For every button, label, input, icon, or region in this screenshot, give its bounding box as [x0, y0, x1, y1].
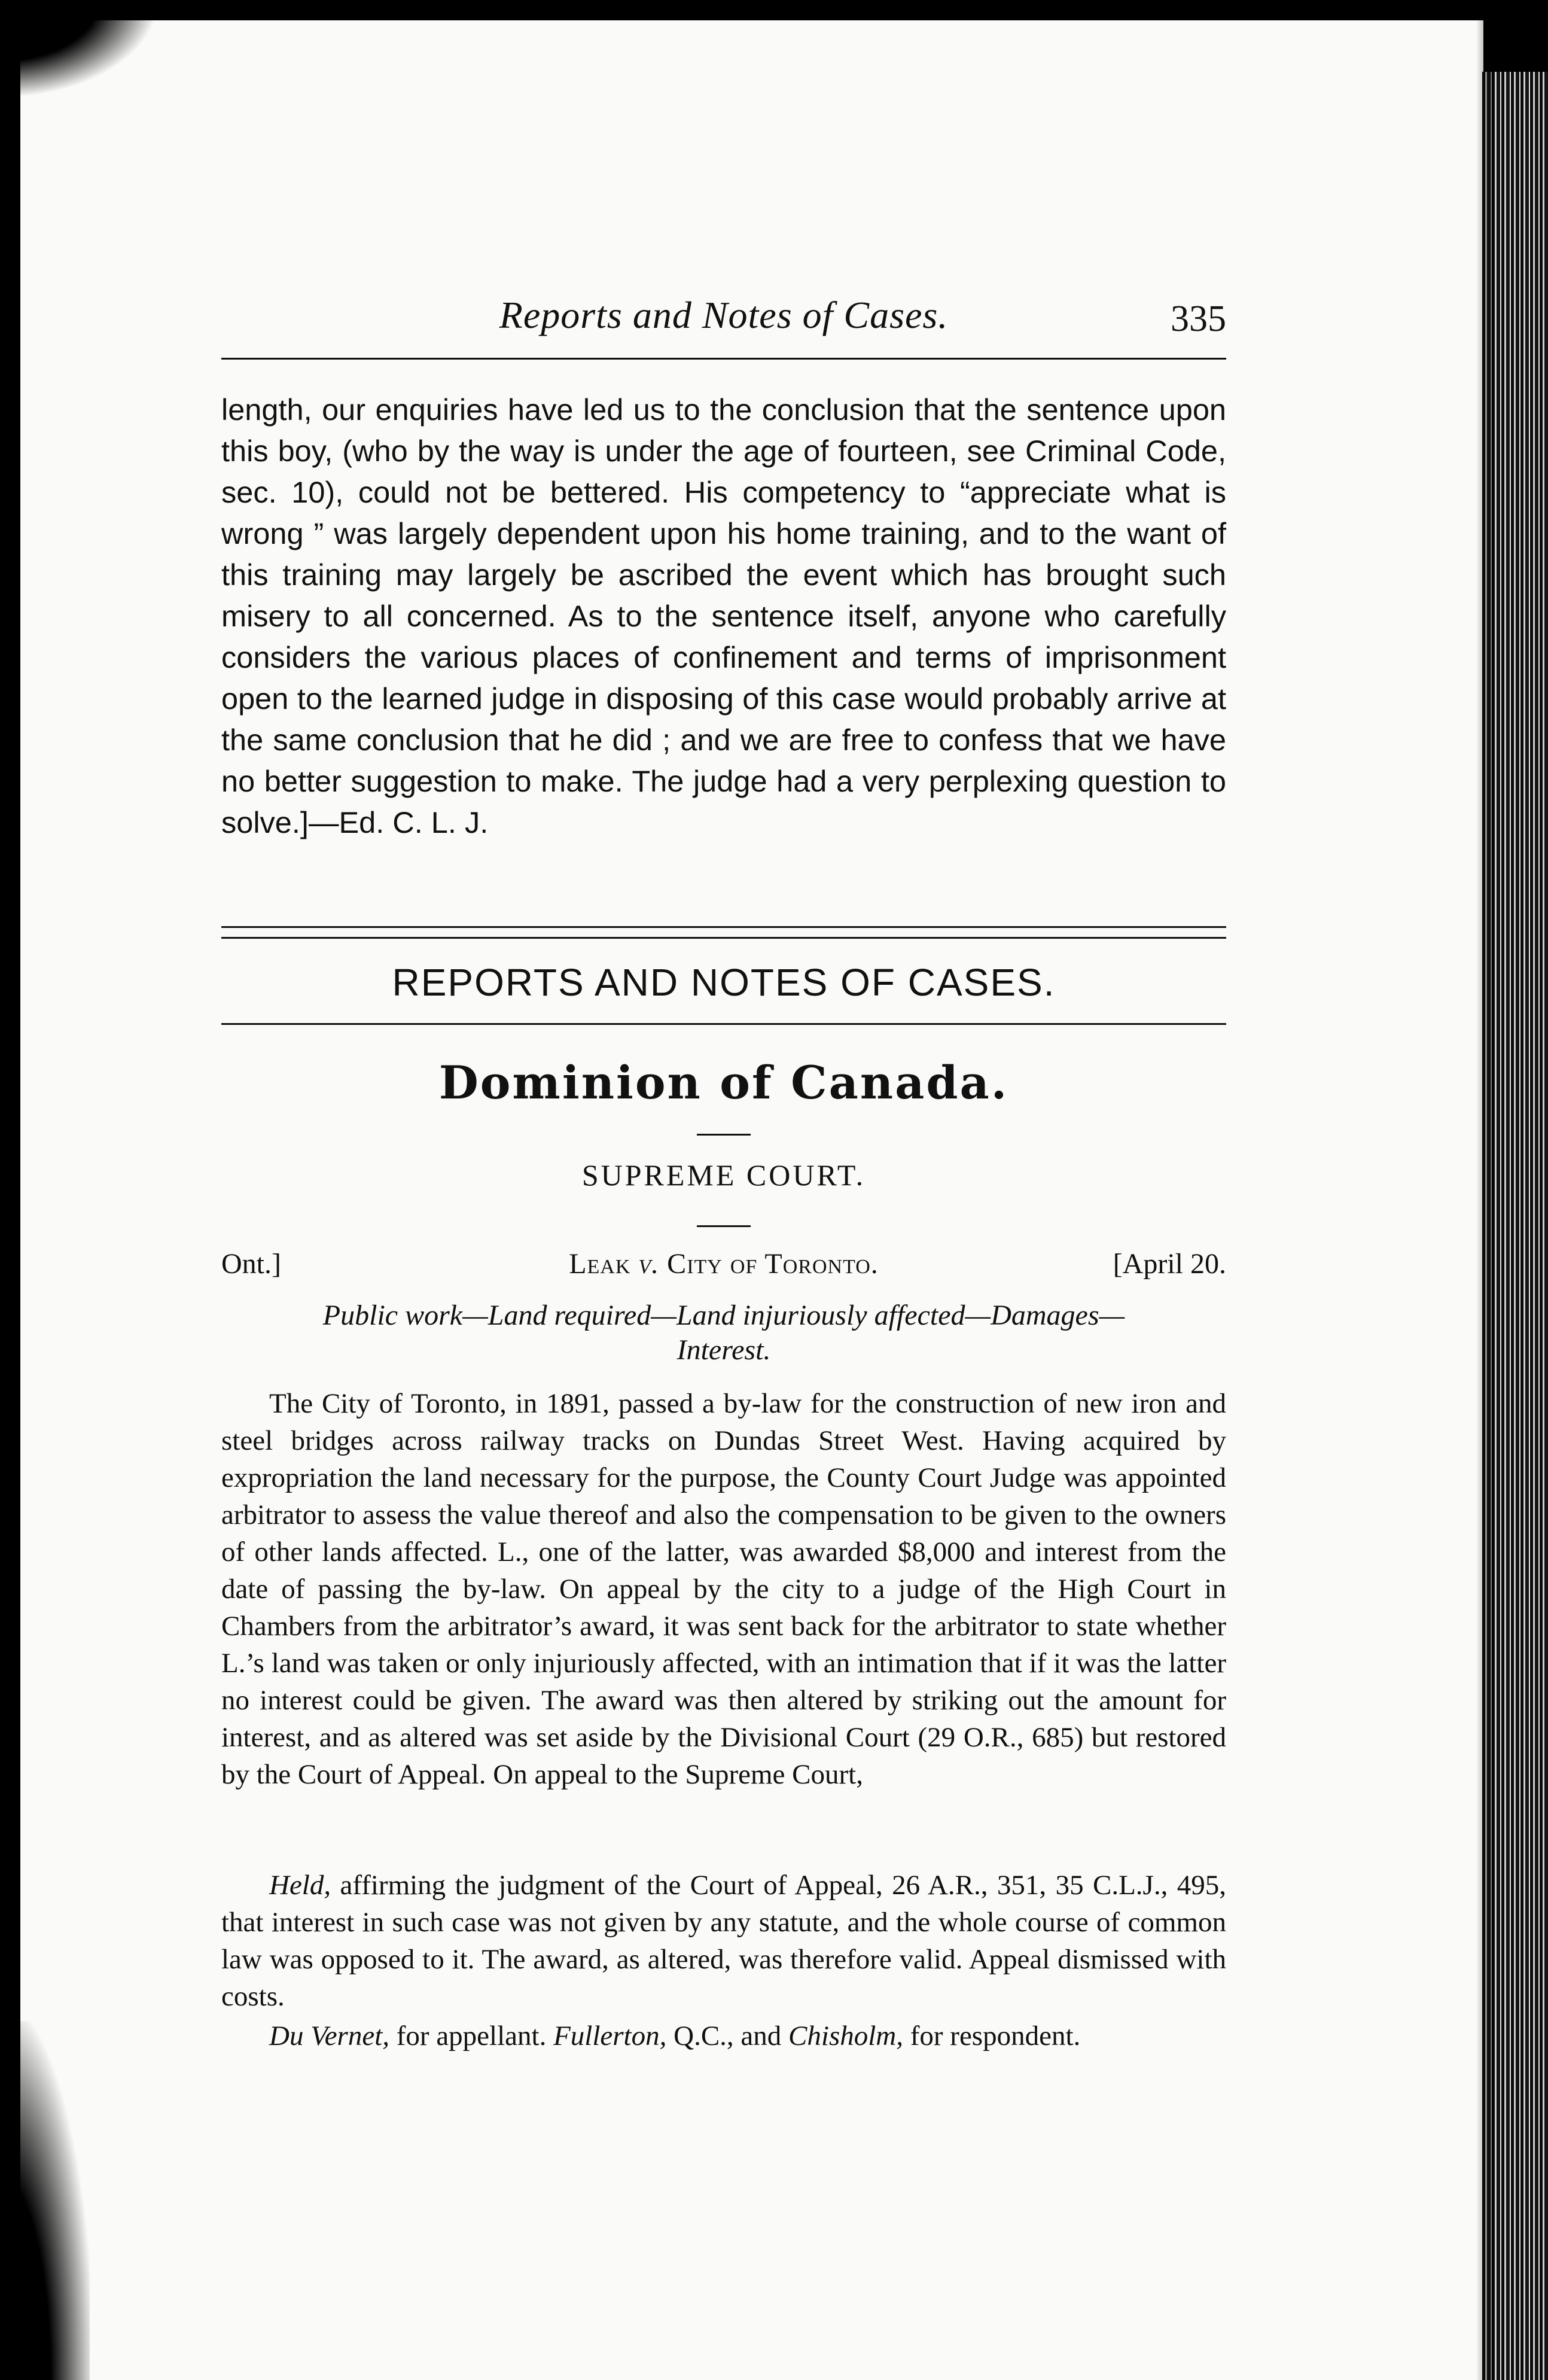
- page-number: 335: [1171, 299, 1226, 339]
- corner-shadow-top: [0, 0, 156, 96]
- case-party-b: City of Toronto.: [667, 1248, 879, 1280]
- counsel-line: [221, 2017, 1226, 2055]
- section-rule: [221, 1023, 1226, 1025]
- case-title: [221, 1247, 1226, 1280]
- case-headnote: [221, 1298, 1226, 1368]
- gutter-shadow: [1476, 0, 1494, 2380]
- case-versus: v.: [638, 1248, 660, 1280]
- counsel-respondent-role: for respondent.: [910, 2020, 1081, 2052]
- case-party-a: Leak: [569, 1248, 631, 1280]
- case-province: Ont.]: [221, 1248, 281, 1280]
- case-caption: [221, 1247, 1226, 1289]
- counsel-respondent-qc: Q.C., and: [674, 2020, 782, 2052]
- headnote-line-2: Interest.: [677, 1334, 771, 1366]
- counsel-respondent-2: Chisholm,: [788, 2020, 903, 2052]
- double-rule-bottom: [221, 937, 1226, 939]
- held-text: affirming the judgment of the Court of Appeal, 26 A.R., 351, 35 C.L.J., 495, that interest in such case was not given by any statute, and the whole course of common law was opposed to it. The award, as altered, was therefore valid. Appeal dismissed with costs.: [221, 1870, 1226, 2012]
- counsel-respondent-1: Fullerton,: [553, 2020, 667, 2052]
- short-rule-1: [697, 1134, 751, 1136]
- short-rule-2: [697, 1225, 751, 1227]
- jurisdiction-heading: Dominion of Canada.: [438, 1056, 1009, 1109]
- held-label: Held,: [269, 1870, 331, 1901]
- case-facts-paragraph: The City of Toronto, in 1891, passed a by-law for the construction of new iron and steel bridges across railway tracks on Dundas Street West. Having acquired by expropriation the land necessary for the purpose, the County Court Judge was appointed arbitrator to assess the value thereof and also the compensation to be given to the owners of other lands affected. L., one of the latter, was awarded $8,000 and interest from the date of passing the by-law. On appeal by the city to a judge of the High Court in Chambers from the arbitrator’s award, it was sent back for the arbitrator to state whether L.’s land was taken or only injuriously affected, with an intimation that if it was the latter no interest could be given. The award was then altered by striking out the amount for interest, and as altered was set aside by the Divisional Court (29 O.R., 685) but restored by the Court of Appeal. On appeal to the Supreme Court,: [221, 1388, 1226, 1790]
- head-rule: [221, 358, 1226, 360]
- counsel-appellant: Du Vernet,: [269, 2020, 390, 2052]
- counsel-appellant-role: for appellant.: [396, 2020, 547, 2052]
- court-heading: SUPREME COURT.: [581, 1158, 866, 1192]
- editorial-note: length, our enquiries have led us to the conclusion that the sentence upon this boy, (who by the way is under the age of fourteen, see Criminal Code, sec. 10), could not be bettered. His competency to “appreciate what is wrong ” was largely dependent upon his home training, and to the want of this training may largely be ascribed the event which has brought such misery to all concerned. As to the sentence itself, anyone who carefully considers the various places of confinement and terms of imprisonment open to the learned judge in disposing of this case would probably arrive at the same conclusion that he did ; and we are free to confess that we have no better suggestion to make. The judge had a very perplexing question to solve.]—Ed. C. L. J.: [221, 392, 1226, 839]
- corner-shadow-bottom: [0, 2021, 90, 2380]
- running-head: [221, 293, 1226, 365]
- headnote-line-1: Public work—Land required—Land injuriously affected—Damages—: [322, 1299, 1125, 1331]
- section-heading: REPORTS AND NOTES OF CASES.: [392, 961, 1056, 1004]
- double-rule-top: [221, 926, 1226, 928]
- case-date: [April 20.: [1113, 1248, 1226, 1280]
- holding-paragraph: [221, 1867, 1226, 2015]
- running-head-title: Reports and Notes of Cases.: [499, 294, 949, 336]
